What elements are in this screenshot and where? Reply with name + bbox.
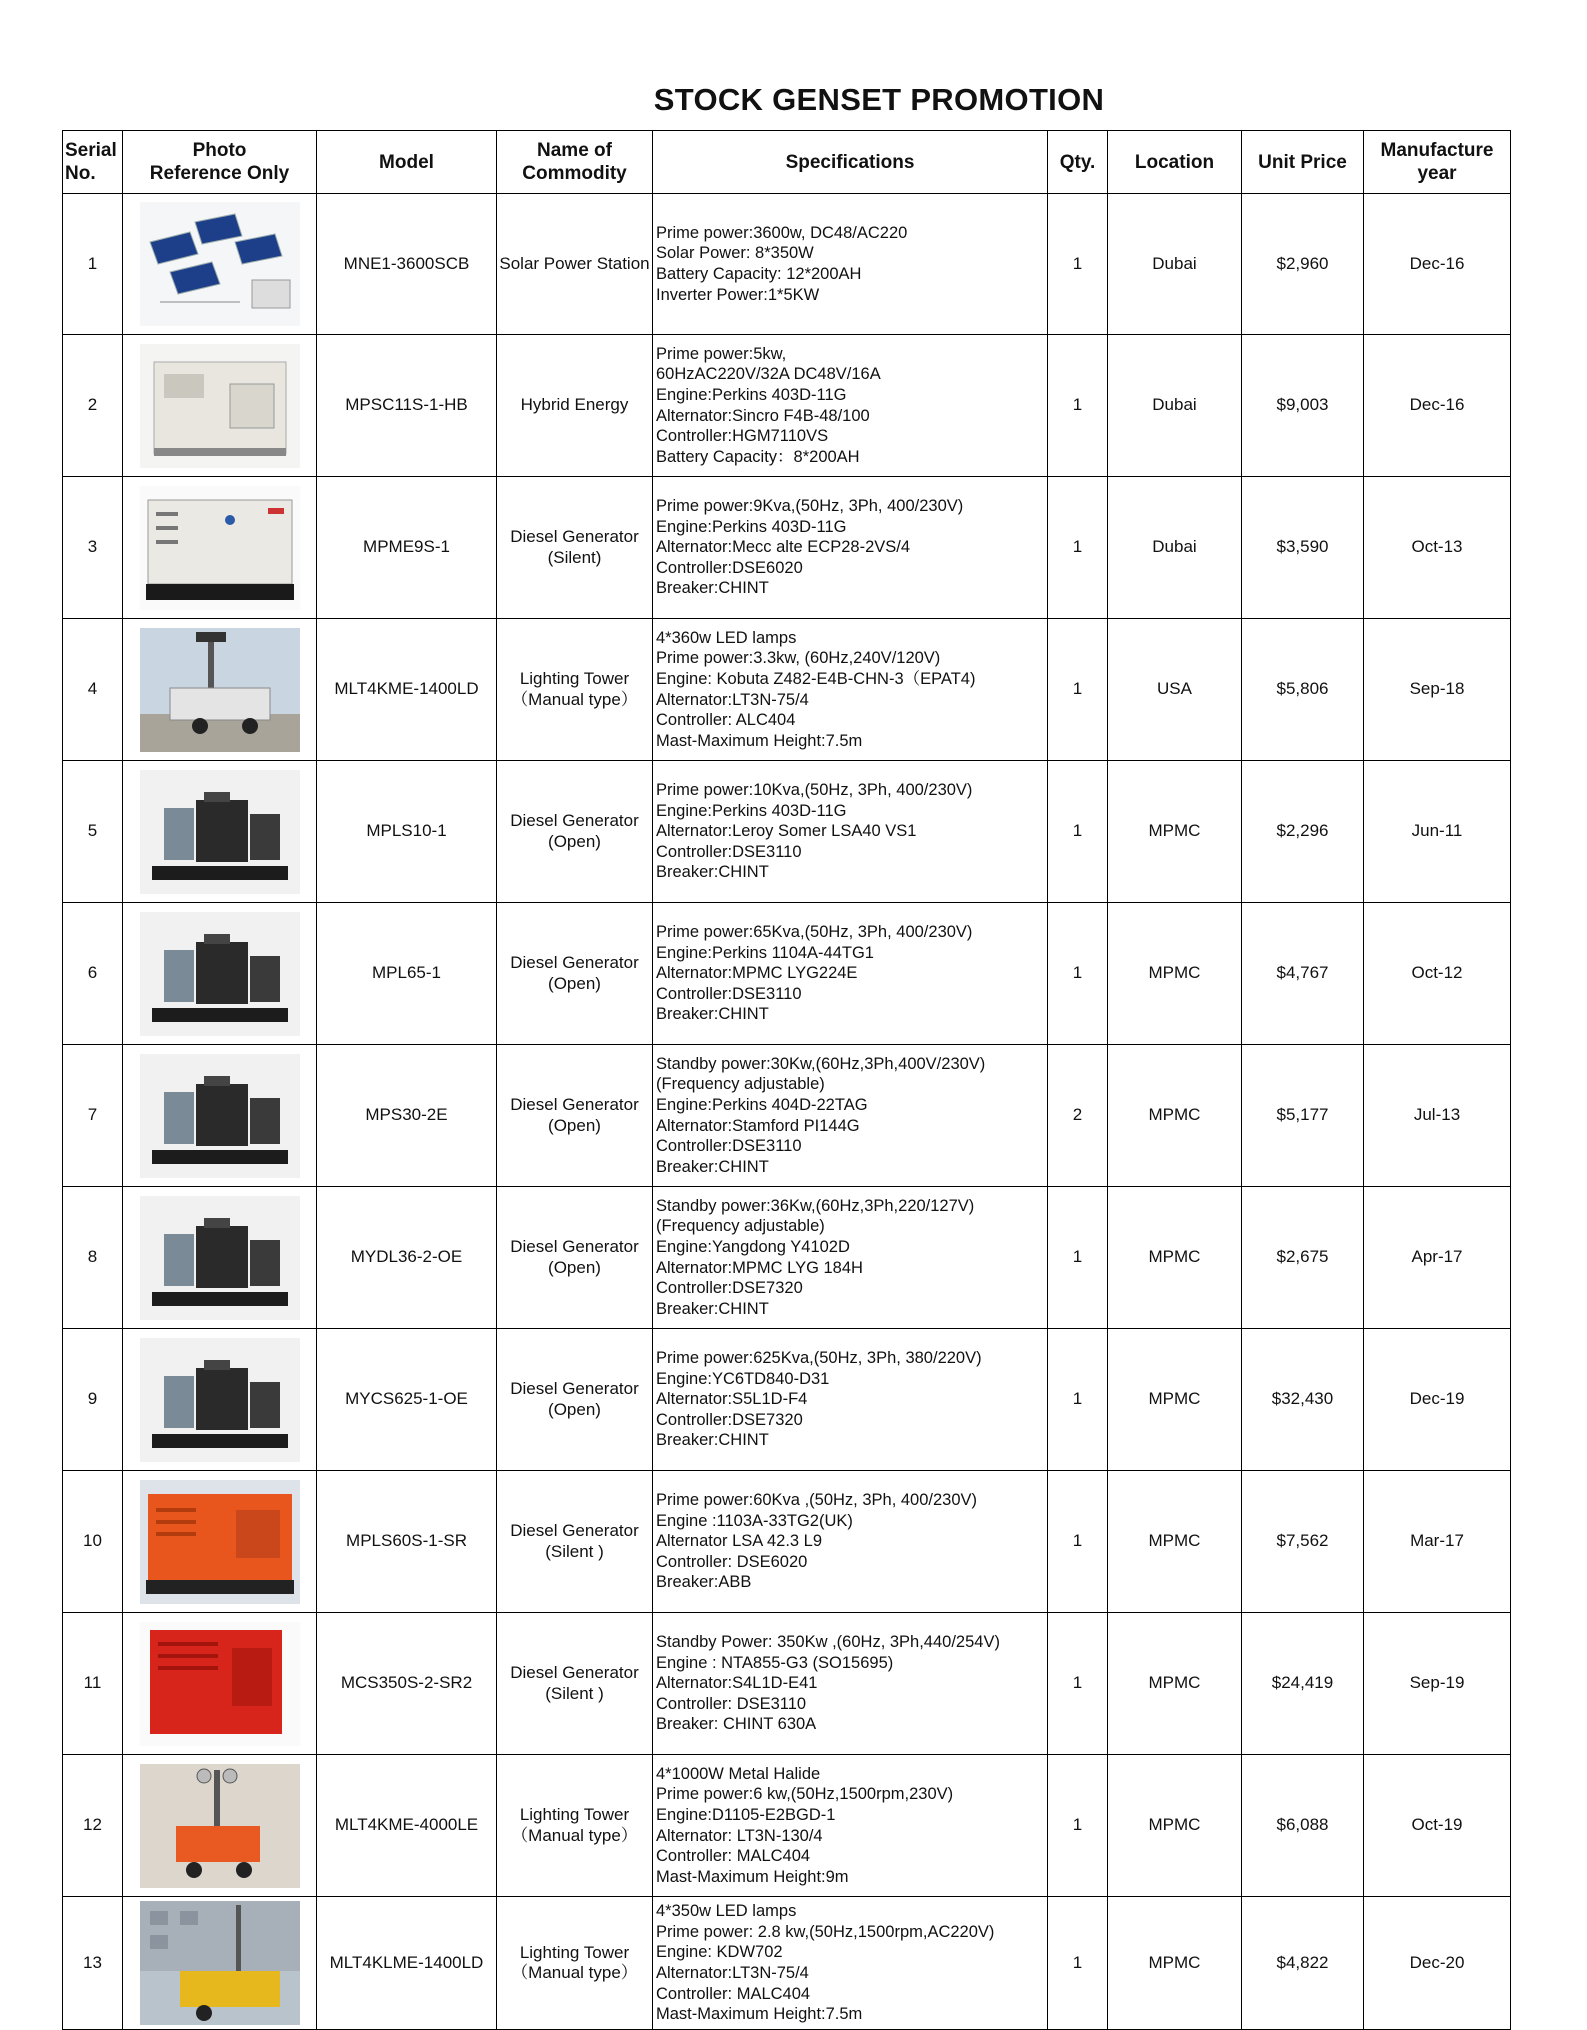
header-model: Model bbox=[317, 131, 497, 194]
location-cell: MPMC bbox=[1108, 1613, 1242, 1755]
manufacture-year-cell: Oct-12 bbox=[1364, 903, 1511, 1045]
specifications-cell bbox=[653, 1045, 1048, 1187]
qty-cell: 1 bbox=[1048, 1613, 1108, 1755]
spec-line: Alternator:Stamford PI144G bbox=[656, 1116, 860, 1135]
serial-cell: 3 bbox=[63, 477, 123, 619]
product-photo-cell bbox=[123, 1471, 317, 1613]
qty-cell: 1 bbox=[1048, 1471, 1108, 1613]
spec-line: Controller: ALC404 bbox=[656, 711, 796, 730]
header-photo: Photo Reference Only bbox=[123, 131, 317, 194]
spec-line: Alternator:Sincro F4B-48/100 bbox=[656, 406, 870, 425]
solar-panels-photo bbox=[140, 202, 300, 326]
commodity-line: Diesel Generator bbox=[510, 953, 639, 972]
spec-line: Engine:YC6TD840-D31 bbox=[656, 1369, 830, 1388]
spec-line: Alternator:S4L1D-E41 bbox=[656, 1674, 818, 1693]
specifications-cell bbox=[653, 761, 1048, 903]
spec-line: Breaker:CHINT bbox=[656, 579, 769, 598]
open-genset-photo bbox=[140, 1054, 300, 1178]
spec-line: Mast-Maximum Height:7.5m bbox=[656, 731, 863, 750]
commodity-line: (Silent) bbox=[547, 547, 602, 567]
model-cell: MYCS625-1-OE bbox=[317, 1329, 497, 1471]
spec-line: Prime power:3.3kw, (60Hz,240V/120V) bbox=[656, 649, 941, 668]
serial-cell: 10 bbox=[63, 1471, 123, 1613]
model-cell: MPSC11S-1-HB bbox=[317, 335, 497, 477]
product-photo-cell bbox=[123, 477, 317, 619]
specifications-cell bbox=[653, 1187, 1048, 1329]
manufacture-year-cell: Sep-19 bbox=[1364, 1613, 1511, 1755]
qty-cell: 1 bbox=[1048, 619, 1108, 761]
model-cell: MLT4KLME-1400LD bbox=[317, 1897, 497, 2030]
product-photo-cell bbox=[123, 335, 317, 477]
manufacture-year-cell: Dec-19 bbox=[1364, 1329, 1511, 1471]
location-cell: USA bbox=[1108, 619, 1242, 761]
spec-line: Prime power:625Kva,(50Hz, 3Ph, 380/220V) bbox=[656, 1349, 982, 1368]
page-title: STOCK GENSET PROMOTION bbox=[653, 82, 1105, 117]
location-cell: Dubai bbox=[1108, 335, 1242, 477]
manufacture-year-cell: Jun-11 bbox=[1364, 761, 1511, 903]
manufacture-year-cell: Dec-20 bbox=[1364, 1897, 1511, 2030]
yellow-tower-photo bbox=[140, 1901, 300, 2025]
commodity-cell bbox=[497, 1755, 653, 1897]
open-genset-photo bbox=[140, 770, 300, 894]
qty-cell: 1 bbox=[1048, 1897, 1108, 2030]
unit-price-cell: $7,562 bbox=[1242, 1471, 1364, 1613]
manufacture-year-cell: Dec-16 bbox=[1364, 335, 1511, 477]
commodity-line: Diesel Generator bbox=[510, 1521, 639, 1540]
spec-line: Battery Capacity: 12*200AH bbox=[656, 265, 862, 283]
spec-line: Alternator: LT3N-130/4 bbox=[656, 1826, 823, 1845]
commodity-line: Lighting Tower bbox=[519, 1942, 630, 1962]
commodity-cell bbox=[497, 1045, 653, 1187]
commodity-line: Diesel Generator bbox=[510, 1379, 639, 1398]
location-cell: MPMC bbox=[1108, 1755, 1242, 1897]
table-row bbox=[63, 1045, 1511, 1187]
location-cell: MPMC bbox=[1108, 761, 1242, 903]
model-cell: MPME9S-1 bbox=[317, 477, 497, 619]
spec-line: Prime power:10Kva,(50Hz, 3Ph, 400/230V) bbox=[656, 781, 973, 800]
serial-cell: 8 bbox=[63, 1187, 123, 1329]
commodity-cell bbox=[497, 335, 653, 477]
table-row bbox=[63, 1187, 1511, 1329]
spec-line: Engine:D1105-E2BGD-1 bbox=[656, 1805, 836, 1824]
manufacture-year-cell: Sep-18 bbox=[1364, 619, 1511, 761]
model-cell: MPLS60S-1-SR bbox=[317, 1471, 497, 1613]
commodity-line: (Silent ) bbox=[545, 1541, 604, 1561]
spec-line: Alternator LSA 42.3 L9 bbox=[656, 1532, 823, 1551]
spec-line: Engine: Kobuta Z482-E4B-CHN-3（EPAT4) bbox=[656, 669, 976, 688]
table-row bbox=[63, 903, 1511, 1045]
header-unit-price: Unit Price bbox=[1242, 131, 1364, 194]
commodity-line: (Open) bbox=[548, 831, 601, 851]
location-cell: Dubai bbox=[1108, 194, 1242, 335]
unit-price-cell: $3,590 bbox=[1242, 477, 1364, 619]
spec-line: Standby Power: 350Kw ,(60Hz, 3Ph,440/254V) bbox=[656, 1633, 1000, 1652]
spec-line: Breaker: CHINT 630A bbox=[656, 1715, 817, 1734]
commodity-cell bbox=[497, 477, 653, 619]
spec-line: 4*360w LED lamps bbox=[656, 628, 797, 647]
unit-price-cell: $2,675 bbox=[1242, 1187, 1364, 1329]
spec-line: Solar Power: 8*350W bbox=[656, 244, 814, 263]
table-row bbox=[63, 1755, 1511, 1897]
spec-line: Inverter Power:1*5KW bbox=[656, 285, 820, 304]
spec-line: Breaker:CHINT bbox=[656, 1005, 769, 1024]
manufacture-year-cell: Oct-19 bbox=[1364, 1755, 1511, 1897]
qty-cell: 1 bbox=[1048, 761, 1108, 903]
commodity-line: (Open) bbox=[548, 1115, 601, 1135]
specifications-cell bbox=[653, 619, 1048, 761]
serial-cell: 13 bbox=[63, 1897, 123, 2030]
qty-cell: 1 bbox=[1048, 477, 1108, 619]
commodity-line: (Open) bbox=[548, 973, 601, 993]
metal-halide-tower-photo bbox=[140, 1764, 300, 1888]
commodity-line: （Manual type） bbox=[511, 1825, 638, 1845]
table-row bbox=[63, 194, 1511, 335]
manufacture-year-cell: Jul-13 bbox=[1364, 1045, 1511, 1187]
unit-price-cell: $2,960 bbox=[1242, 194, 1364, 335]
spec-line: Controller:DSE6020 bbox=[656, 558, 803, 577]
product-photo-cell bbox=[123, 1329, 317, 1471]
table-row bbox=[63, 1613, 1511, 1755]
spec-line: 60HzAC220V/32A DC48V/16A bbox=[656, 365, 881, 384]
commodity-cell bbox=[497, 1187, 653, 1329]
manufacture-year-cell: Apr-17 bbox=[1364, 1187, 1511, 1329]
spec-line: Prime power:65Kva,(50Hz, 3Ph, 400/230V) bbox=[656, 923, 973, 942]
manufacture-year-cell: Oct-13 bbox=[1364, 477, 1511, 619]
serial-cell: 1 bbox=[63, 194, 123, 335]
commodity-cell bbox=[497, 1471, 653, 1613]
silent-genset-photo bbox=[140, 486, 300, 610]
specifications-cell bbox=[653, 1329, 1048, 1471]
spec-line: 4*1000W Metal Halide bbox=[656, 1764, 821, 1783]
commodity-line: （Manual type） bbox=[511, 689, 638, 709]
spec-line: Breaker:CHINT bbox=[656, 1299, 769, 1318]
table-row bbox=[63, 477, 1511, 619]
spec-line: Alternator:LT3N-75/4 bbox=[656, 1964, 809, 1982]
unit-price-cell: $5,806 bbox=[1242, 619, 1364, 761]
commodity-line: (Silent ) bbox=[545, 1683, 604, 1703]
spec-line: Controller:DSE7320 bbox=[656, 1410, 803, 1429]
spec-line: Breaker:CHINT bbox=[656, 1157, 769, 1176]
lighting-tower-photo bbox=[140, 628, 300, 752]
product-photo-cell bbox=[123, 1045, 317, 1187]
spec-line: Prime power:5kw, bbox=[656, 344, 787, 363]
model-cell: MLT4KME-1400LD bbox=[317, 619, 497, 761]
spec-line: Controller: DSE6020 bbox=[656, 1552, 808, 1571]
serial-cell: 11 bbox=[63, 1613, 123, 1755]
spec-line: Mast-Maximum Height:9m bbox=[656, 1867, 849, 1886]
unit-price-cell: $5,177 bbox=[1242, 1045, 1364, 1187]
spec-line: Controller:DSE3110 bbox=[656, 842, 802, 861]
spec-line: 4*350w LED lamps bbox=[656, 1902, 797, 1921]
qty-cell: 1 bbox=[1048, 1187, 1108, 1329]
product-photo-cell bbox=[123, 619, 317, 761]
commodity-line: Diesel Generator bbox=[510, 527, 639, 546]
specifications-cell bbox=[653, 194, 1048, 335]
spec-line: Engine : NTA855-G3 (SO15695) bbox=[656, 1653, 894, 1672]
commodity-line: （Manual type） bbox=[511, 1963, 638, 1982]
manufacture-year-cell: Dec-16 bbox=[1364, 194, 1511, 335]
serial-cell: 4 bbox=[63, 619, 123, 761]
commodity-line: Solar Power Station bbox=[499, 253, 650, 273]
spec-line: Alternator:S5L1D-F4 bbox=[656, 1390, 808, 1409]
spec-line: Alternator:LT3N-75/4 bbox=[656, 690, 809, 709]
header-commodity: Name of Commodity bbox=[497, 131, 653, 194]
spec-line: Alternator:Leroy Somer LSA40 VS1 bbox=[656, 822, 917, 841]
specifications-cell bbox=[653, 1897, 1048, 2030]
red-canopy-photo bbox=[140, 1622, 300, 1746]
spec-line: Controller: DSE3110 bbox=[656, 1694, 807, 1713]
model-cell: MPL65-1 bbox=[317, 903, 497, 1045]
specifications-cell bbox=[653, 1613, 1048, 1755]
commodity-cell bbox=[497, 903, 653, 1045]
spec-line: Engine:Perkins 403D-11G bbox=[656, 801, 847, 820]
spec-line: (Frequency adjustable) bbox=[656, 1075, 825, 1094]
header-qty: Qty. bbox=[1048, 131, 1108, 194]
table-row bbox=[63, 1329, 1511, 1471]
specifications-cell bbox=[653, 477, 1048, 619]
location-cell: MPMC bbox=[1108, 1329, 1242, 1471]
model-cell: MCS350S-2-SR2 bbox=[317, 1613, 497, 1755]
spec-line: Breaker:CHINT bbox=[656, 863, 769, 882]
location-cell: MPMC bbox=[1108, 903, 1242, 1045]
commodity-line: Hybrid Energy bbox=[520, 395, 629, 415]
commodity-cell bbox=[497, 194, 653, 335]
spec-line: Breaker:CHINT bbox=[656, 1431, 769, 1450]
commodity-cell bbox=[497, 619, 653, 761]
product-photo-cell bbox=[123, 1613, 317, 1755]
header-manufacture-year: Manufacture year bbox=[1364, 131, 1511, 194]
spec-line: Engine: KDW702 bbox=[656, 1943, 783, 1962]
spec-line: Prime power:9Kva,(50Hz, 3Ph, 400/230V) bbox=[656, 497, 964, 516]
qty-cell: 1 bbox=[1048, 1329, 1108, 1471]
qty-cell: 1 bbox=[1048, 1755, 1108, 1897]
open-genset-photo bbox=[140, 912, 300, 1036]
commodity-line: Lighting Tower bbox=[519, 1805, 630, 1824]
product-photo-cell bbox=[123, 761, 317, 903]
commodity-line: Lighting Tower bbox=[519, 669, 630, 688]
spec-line: Alternator:MPMC LYG224E bbox=[656, 964, 858, 983]
unit-price-cell: $2,296 bbox=[1242, 761, 1364, 903]
hybrid-unit-photo bbox=[140, 344, 300, 468]
spec-line: Controller: MALC404 bbox=[656, 1984, 811, 2003]
serial-cell: 12 bbox=[63, 1755, 123, 1897]
specifications-cell bbox=[653, 903, 1048, 1045]
model-cell: MNE1-3600SCB bbox=[317, 194, 497, 335]
spec-line: Controller:DSE3110 bbox=[656, 984, 802, 1003]
header-specifications: Specifications bbox=[653, 131, 1048, 194]
model-cell: MPLS10-1 bbox=[317, 761, 497, 903]
spec-line: Prime power:3600w, DC48/AC220 bbox=[656, 223, 908, 242]
open-genset-photo bbox=[140, 1338, 300, 1462]
header-location: Location bbox=[1108, 131, 1242, 194]
location-cell: MPMC bbox=[1108, 1045, 1242, 1187]
serial-cell: 5 bbox=[63, 761, 123, 903]
spec-line: Controller:HGM7110VS bbox=[656, 427, 829, 446]
model-cell: MPS30-2E bbox=[317, 1045, 497, 1187]
qty-cell: 2 bbox=[1048, 1045, 1108, 1187]
product-photo-cell bbox=[123, 1755, 317, 1897]
table-row bbox=[63, 335, 1511, 477]
specifications-cell bbox=[653, 1755, 1048, 1897]
qty-cell: 1 bbox=[1048, 194, 1108, 335]
commodity-line: (Open) bbox=[548, 1257, 601, 1277]
serial-cell: 2 bbox=[63, 335, 123, 477]
product-photo-cell bbox=[123, 1897, 317, 2030]
spec-line: Engine:Yangdong Y4102D bbox=[656, 1237, 850, 1256]
spec-line: Controller:DSE3110 bbox=[656, 1137, 802, 1156]
location-cell: MPMC bbox=[1108, 1897, 1242, 2030]
table-row bbox=[63, 1897, 1511, 2030]
product-photo-cell bbox=[123, 903, 317, 1045]
open-genset-photo bbox=[140, 1196, 300, 1320]
product-photo-cell bbox=[123, 1187, 317, 1329]
spec-line: Mast-Maximum Height:7.5m bbox=[656, 2005, 863, 2024]
spec-line: Controller: MALC404 bbox=[656, 1847, 811, 1866]
commodity-cell bbox=[497, 1897, 653, 2030]
spec-line: Prime power:6 kw,(50Hz,1500rpm,230V) bbox=[656, 1785, 954, 1804]
table-row bbox=[63, 761, 1511, 903]
model-cell: MLT4KME-4000LE bbox=[317, 1755, 497, 1897]
commodity-line: Diesel Generator bbox=[510, 1237, 639, 1256]
commodity-line: Diesel Generator bbox=[510, 1095, 639, 1114]
commodity-line: Diesel Generator bbox=[510, 811, 639, 830]
spec-line: (Frequency adjustable) bbox=[656, 1217, 825, 1236]
table-row bbox=[63, 619, 1511, 761]
spec-line: Battery Capacity：8*200AH bbox=[656, 447, 860, 466]
stock-table bbox=[62, 130, 1511, 2030]
commodity-cell bbox=[497, 761, 653, 903]
qty-cell: 1 bbox=[1048, 903, 1108, 1045]
spec-line: Engine:Perkins 1104A-44TG1 bbox=[656, 943, 874, 962]
qty-cell: 1 bbox=[1048, 335, 1108, 477]
location-cell: MPMC bbox=[1108, 1187, 1242, 1329]
orange-canopy-photo bbox=[140, 1480, 300, 1604]
commodity-line: Diesel Generator bbox=[510, 1663, 639, 1682]
model-cell: MYDL36-2-OE bbox=[317, 1187, 497, 1329]
serial-cell: 6 bbox=[63, 903, 123, 1045]
spec-line: Alternator:MPMC LYG 184H bbox=[656, 1258, 863, 1277]
location-cell: Dubai bbox=[1108, 477, 1242, 619]
commodity-line: (Open) bbox=[548, 1399, 601, 1419]
serial-cell: 7 bbox=[63, 1045, 123, 1187]
serial-cell: 9 bbox=[63, 1329, 123, 1471]
unit-price-cell: $32,430 bbox=[1242, 1329, 1364, 1471]
specifications-cell bbox=[653, 1471, 1048, 1613]
spec-line: Engine :1103A-33TG2(UK) bbox=[656, 1511, 853, 1530]
spec-line: Controller:DSE7320 bbox=[656, 1279, 803, 1298]
spec-line: Prime power:60Kva ,(50Hz, 3Ph, 400/230V) bbox=[656, 1491, 978, 1510]
product-photo-cell bbox=[123, 194, 317, 335]
spec-line: Engine:Perkins 404D-22TAG bbox=[656, 1095, 868, 1114]
unit-price-cell: $4,822 bbox=[1242, 1897, 1364, 2030]
manufacture-year-cell: Mar-17 bbox=[1364, 1471, 1511, 1613]
spec-line: Standby power:30Kw,(60Hz,3Ph,400V/230V) bbox=[656, 1054, 986, 1073]
unit-price-cell: $6,088 bbox=[1242, 1755, 1364, 1897]
table-row bbox=[63, 1471, 1511, 1613]
spec-line: Engine:Perkins 403D-11G bbox=[656, 517, 847, 536]
unit-price-cell: $4,767 bbox=[1242, 903, 1364, 1045]
commodity-cell bbox=[497, 1329, 653, 1471]
spec-line: Alternator:Mecc alte ECP28-2VS/4 bbox=[656, 538, 911, 557]
spec-line: Standby power:36Kw,(60Hz,3Ph,220/127V) bbox=[656, 1196, 975, 1215]
header-serial: Serial No. bbox=[63, 131, 123, 194]
spec-line: Engine:Perkins 403D-11G bbox=[656, 385, 847, 404]
spec-line: Prime power: 2.8 kw,(50Hz,1500rpm,AC220V) bbox=[656, 1922, 995, 1941]
spec-line: Breaker:ABB bbox=[656, 1573, 752, 1592]
location-cell: MPMC bbox=[1108, 1471, 1242, 1613]
commodity-cell bbox=[497, 1613, 653, 1755]
unit-price-cell: $9,003 bbox=[1242, 335, 1364, 477]
table-header-row bbox=[63, 131, 1511, 194]
unit-price-cell: $24,419 bbox=[1242, 1613, 1364, 1755]
specifications-cell bbox=[653, 335, 1048, 477]
